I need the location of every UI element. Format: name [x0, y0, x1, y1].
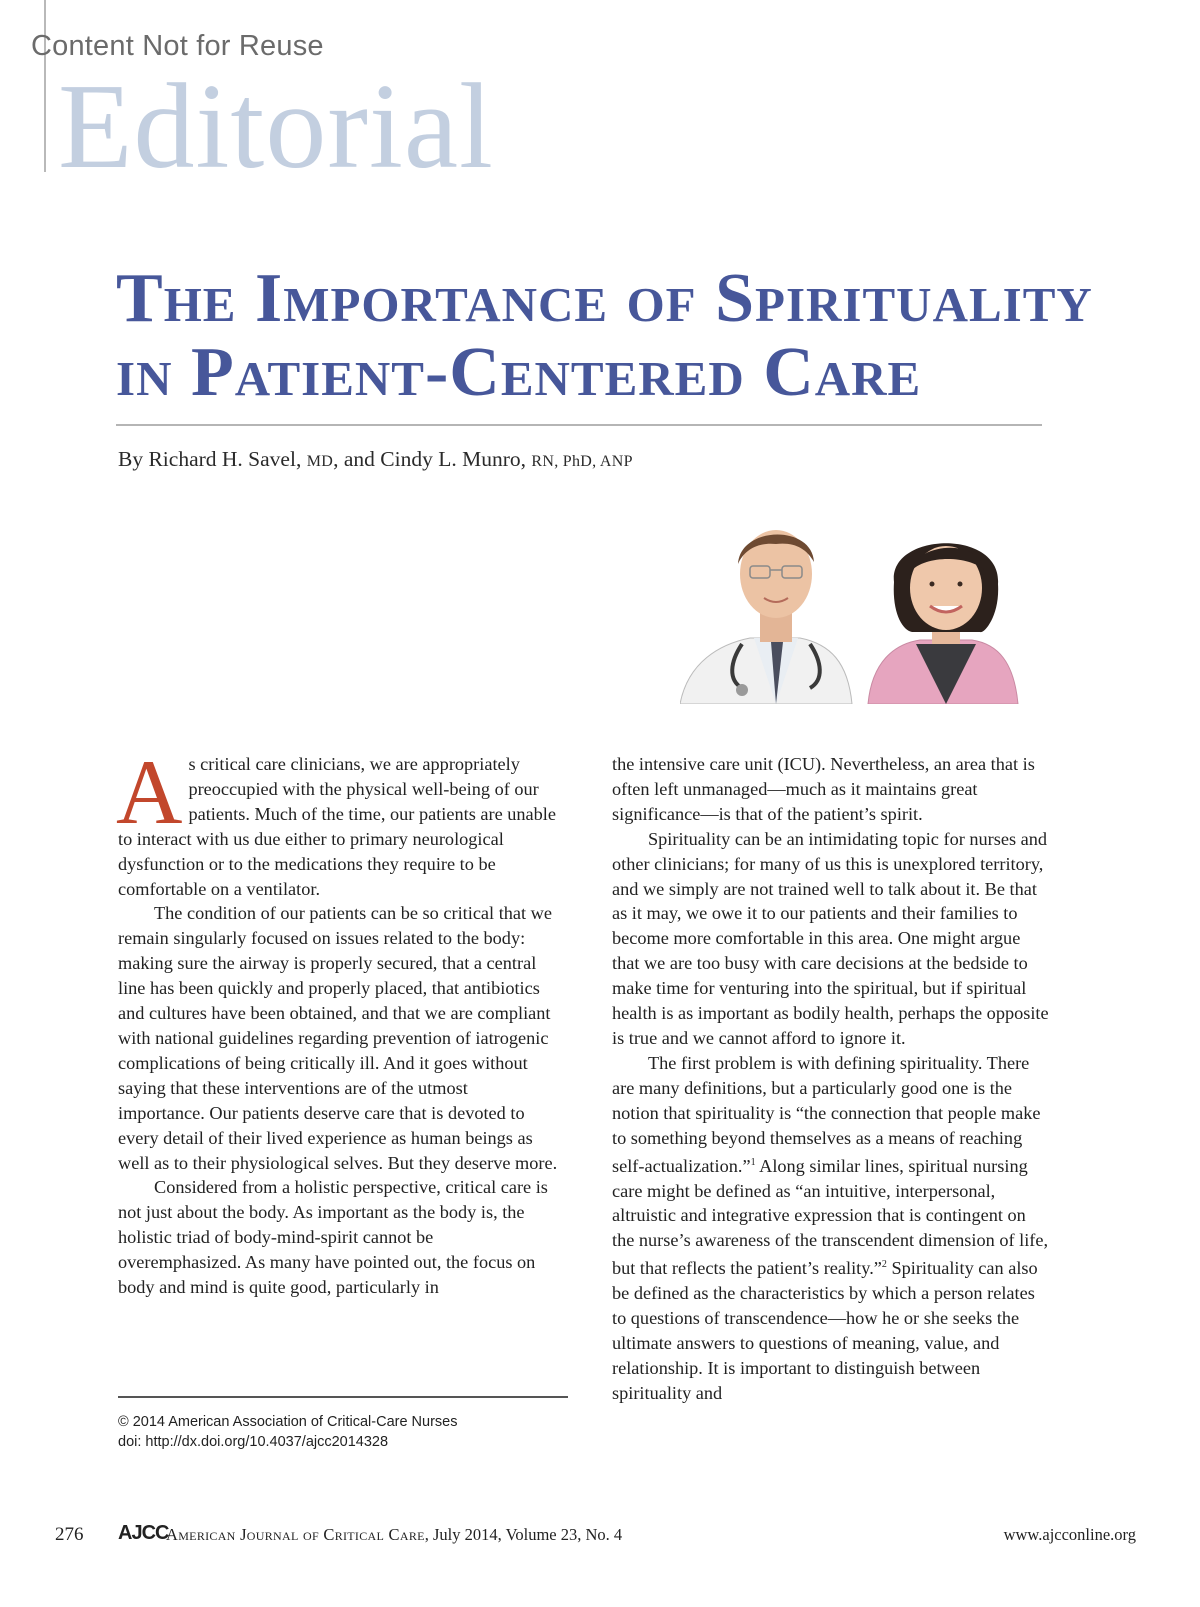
paragraph: Considered from a holistic perspective, critical care is not just about the body. As important as the body is, the holistic triad of body-mind-spirit cannot be overemphasized. As many have pointed out, the focus on body and mind is quite good, particularly in [118, 1177, 548, 1298]
copyright-line: © 2014 American Association of Critical-Care Nurses [118, 1414, 458, 1430]
paragraph-text: The first problem is with defining spirituality. There are many definitions, but a particularly good one is the notion that spirituality is “the connection that people make to something beyond themselves as a means of reaching self-actualization.” [612, 1052, 1041, 1176]
body-column-right [612, 752, 1052, 1406]
journal-name: American Journal of Critical Care [166, 1525, 425, 1544]
journal-logo: AJCC [118, 1522, 169, 1544]
watermark: Content Not for Reuse [31, 30, 324, 62]
copyright-block [118, 1396, 568, 1452]
author-portraits [680, 512, 1020, 704]
page-number: 276 [55, 1524, 84, 1545]
byline-prefix: By Richard H. Savel, [118, 447, 307, 471]
title-line-2: in Patient-Centered Care [116, 334, 922, 411]
paragraph: Spirituality can be an intimidating topic for nurses and other clinicians; for many of us this is unexplored territory, and we simply are not trained well to talk about it. Be that as it may, we owe it to our patients and their families to become more comfortable in this area. One might argue that we are too busy with care decisions at the bedside to make time for venturing into the spiritual, but if spiritual health is as important as bodily health, perhaps the opposite is true and we cannot afford to ignore it. [612, 828, 1049, 1048]
title-line-1: The Importance of Spirituality [116, 260, 1093, 337]
paragraph [612, 1051, 1052, 1406]
article-title [116, 262, 1116, 410]
section-label: Editorial [58, 59, 494, 194]
paragraph-text: s critical care clinicians, we are appropriately preoccupied with the physical well-being of our patients. Much of the time, our patients are unable to interact with us due either to primary neurological dysfunction or to the medications they require to be comfortable on a ventilator. [118, 754, 556, 899]
drop-cap: A [116, 741, 183, 843]
title-divider [116, 424, 1042, 426]
page-footer [0, 1524, 1200, 1554]
paragraph-text: Along similar lines, spiritual nursing care might be defined as “an intuitive, interpersonal, altruistic and integrative expression that is contingent on the nurse’s awareness of the transcendent dimension of life, but that reflects the patient’s reality.” [612, 1155, 1049, 1279]
reference-1[interactable]: 1 [750, 1156, 756, 1168]
journal-issue: , July 2014, Volume 23, No. 4 [424, 1525, 623, 1544]
author-portrait-munro [868, 543, 1018, 704]
journal-url[interactable]: www.ajcconline.org [1003, 1525, 1136, 1544]
reference-2[interactable]: 2 [881, 1259, 887, 1271]
paragraph: the intensive care unit (ICU). Nevertheless, an area that is often left unmanaged—much as it maintains great significance—is that of the patient’s spirit. [612, 754, 1035, 824]
margin-rule [44, 0, 46, 172]
doi-link[interactable]: doi: http://dx.doi.org/10.4037/ajcc2014328 [118, 1434, 389, 1450]
paragraph-text: Spirituality can also be defined as the characteristics by which a person relates to questions of transcendence—how he or she seeks the ultimate answers to questions of meaning, value, and relationship. It is important to distinguish between spirituality and [612, 1258, 1038, 1403]
byline [118, 447, 633, 472]
author1-credentials: MD [306, 453, 334, 470]
body-column-left [116, 741, 558, 1300]
author2-credentials: RN, PhD, ANP [531, 453, 633, 470]
paragraph: The condition of our patients can be so critical that we remain singularly focused on issues related to the body: making sure the airway is properly secured, that a central line has been quickly and properly placed, that antibiotics and cultures have been obtained, and that we are compliant with national guidelines regarding prevention of iatrogenic complications of being critically ill. And it goes without saying that these interventions are of the utmost importance. Our patients deserve care that is devoted to every detail of their lived experience as human beings as well as to their physiological selves. But they deserve more. [118, 903, 558, 1173]
byline-middle: , and Cindy L. Munro, [333, 447, 532, 471]
paragraph [116, 741, 558, 901]
author-portrait-savel [680, 530, 852, 704]
journal-citation [166, 1525, 622, 1545]
